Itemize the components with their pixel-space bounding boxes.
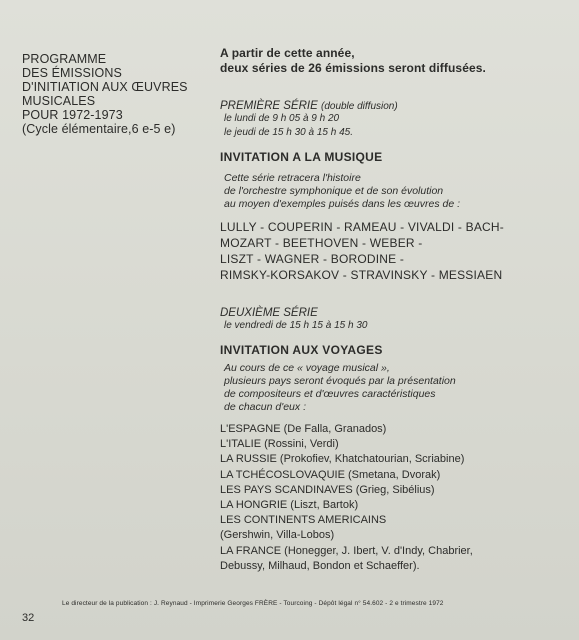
- country-line: LA TCHÉCOSLOVAQUIE (Smetana, Dvorak): [220, 468, 441, 481]
- series2-description: [220, 362, 565, 414]
- schedule-line: le jeudi de 15 h 30 à 15 h 45.: [224, 127, 353, 138]
- series2-title: DEUXIÈME SÉRIE: [220, 307, 318, 319]
- page-number: 32: [22, 612, 35, 624]
- series1-heading: INVITATION A LA MUSIQUE: [220, 150, 383, 164]
- title-line: (Cycle élémentaire,6 e-5 e): [22, 122, 176, 136]
- composer-line: LISZT - WAGNER - BORODINE -: [220, 252, 405, 266]
- country-line: Debussy, Milhaud, Bondon et Schaeffer).: [220, 559, 420, 572]
- composer-line: RIMSKY-KORSAKOV - STRAVINSKY - MESSIAEN: [220, 268, 503, 282]
- publication-footer: Le directeur de la publication : J. Reynaud - Imprimerie Georges FRÈRE - Tourcoing - Dépôt légal n° 54.602 - 2 e trimestre 1972: [62, 600, 444, 607]
- series1-title: PREMIÈRE SÉRIE: [220, 100, 318, 112]
- series1-description: [220, 172, 565, 211]
- intro-line: deux séries de 26 émissions seront diffusées.: [220, 61, 486, 75]
- title-line: DES ÉMISSIONS: [22, 66, 122, 80]
- title-line: MUSICALES: [22, 94, 96, 108]
- composer-line: MOZART - BEETHOVEN - WEBER -: [220, 236, 423, 250]
- country-line: LA HONGRIE (Liszt, Bartok): [220, 499, 359, 512]
- schedule-line: le lundi de 9 h 05 à 9 h 20: [224, 113, 340, 124]
- intro-line: A partir de cette année,: [220, 46, 355, 60]
- description-line: plusieurs pays seront évoqués par la présentation: [224, 375, 456, 387]
- description-line: de chacun d'eux :: [224, 401, 306, 413]
- series1-header: [220, 100, 565, 112]
- schedule-line: le vendredi de 15 h 15 à 15 h 30: [224, 320, 368, 331]
- title-line: PROGRAMME: [22, 52, 107, 66]
- country-line: LES PAYS SCANDINAVES (Grieg, Sibélius): [220, 483, 435, 496]
- series2-schedule: [220, 319, 565, 333]
- country-line: LES CONTINENTS AMERICAINS: [220, 514, 387, 527]
- series1-subtitle: (double diffusion): [320, 101, 398, 112]
- series1-schedule: [220, 112, 565, 140]
- composer-line: LULLY - COUPERIN - RAMEAU - VIVALDI - BACH-: [220, 220, 504, 234]
- country-line: L'ITALIE (Rossini, Verdi): [220, 438, 339, 451]
- country-line: L'ESPAGNE (De Falla, Granados): [220, 423, 387, 435]
- series2-heading: INVITATION AUX VOYAGES: [220, 343, 383, 357]
- country-line: LA FRANCE (Honegger, J. Ibert, V. d'Indy, Chabrier,: [220, 544, 473, 557]
- country-line: LA RUSSIE (Prokofiev, Khatchatourian, Scriabine): [220, 453, 465, 466]
- description-line: Cette série retracera l'histoire: [224, 172, 361, 184]
- description-line: de l'orchestre symphonique et de son évolution: [224, 185, 444, 197]
- intro-paragraph: [220, 46, 565, 76]
- description-line: Au cours de ce « voyage musical »,: [224, 362, 390, 374]
- series2-header: [220, 307, 565, 319]
- programme-title: [22, 52, 212, 136]
- country-list: [220, 422, 565, 574]
- country-line: (Gershwin, Villa-Lobos): [220, 529, 335, 542]
- programme-details: [220, 46, 565, 574]
- title-line: D'INITIATION AUX ŒUVRES: [22, 80, 188, 94]
- title-line: POUR 1972-1973: [22, 108, 123, 122]
- composer-list: [220, 219, 565, 283]
- description-line: de compositeurs et d'œuvres caractéristiques: [224, 388, 436, 400]
- description-line: au moyen d'exemples puisés dans les œuvres de :: [224, 198, 461, 210]
